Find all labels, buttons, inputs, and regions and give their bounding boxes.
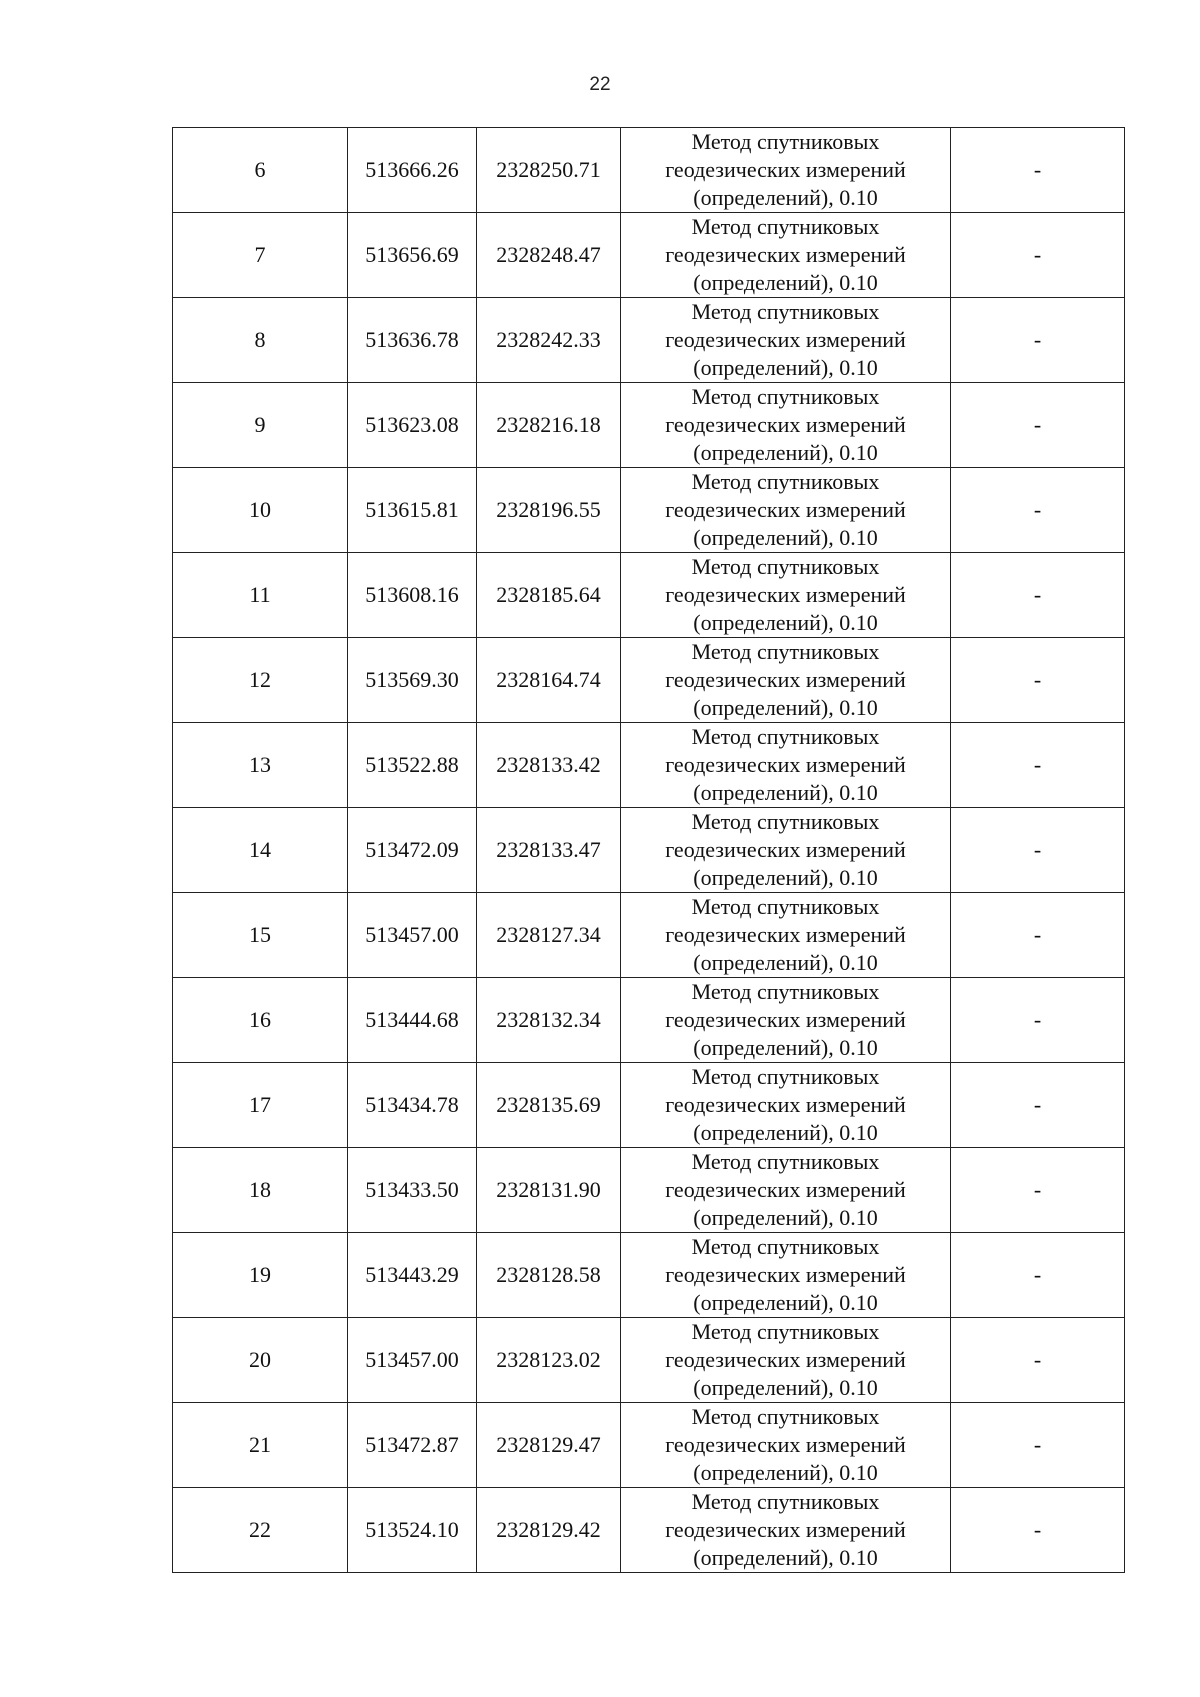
point-number-cell: 12 (173, 638, 348, 723)
extra-cell: - (951, 1233, 1125, 1318)
x-coordinate-cell: 513472.87 (348, 1403, 477, 1488)
y-coordinate-cell: 2328131.90 (477, 1148, 621, 1233)
extra-cell: - (951, 1488, 1125, 1573)
method-cell (621, 553, 951, 638)
extra-cell: - (951, 1403, 1125, 1488)
method-line: Метод спутниковых (691, 639, 880, 664)
method-line: геодезических измерений (665, 1007, 906, 1032)
method-line: (определений), 0.10 (693, 270, 878, 295)
method-line: геодезических измерений (665, 1092, 906, 1117)
point-number-cell: 16 (173, 978, 348, 1063)
x-coordinate-cell: 513636.78 (348, 298, 477, 383)
method-line: Метод спутниковых (691, 129, 880, 154)
method-cell (621, 213, 951, 298)
point-number-cell: 17 (173, 1063, 348, 1148)
point-number-cell: 14 (173, 808, 348, 893)
method-cell (621, 1318, 951, 1403)
method-line: геодезических измерений (665, 1347, 906, 1372)
method-line: геодезических измерений (665, 1262, 906, 1287)
point-number-cell: 22 (173, 1488, 348, 1573)
method-line: Метод спутниковых (691, 894, 880, 919)
table-row (173, 808, 1125, 893)
x-coordinate-cell: 513434.78 (348, 1063, 477, 1148)
table-row (173, 723, 1125, 808)
point-number-cell: 20 (173, 1318, 348, 1403)
table-row (173, 128, 1125, 213)
x-coordinate-cell: 513472.09 (348, 808, 477, 893)
x-coordinate-cell: 513522.88 (348, 723, 477, 808)
method-line: Метод спутниковых (691, 724, 880, 749)
method-cell (621, 638, 951, 723)
method-line: геодезических измерений (665, 1177, 906, 1202)
method-line: (определений), 0.10 (693, 950, 878, 975)
y-coordinate-cell: 2328135.69 (477, 1063, 621, 1148)
method-line: (определений), 0.10 (693, 1375, 878, 1400)
table-row (173, 638, 1125, 723)
method-cell (621, 1148, 951, 1233)
method-line: (определений), 0.10 (693, 525, 878, 550)
table-row (173, 893, 1125, 978)
method-cell (621, 128, 951, 213)
table-row (173, 1063, 1125, 1148)
extra-cell: - (951, 723, 1125, 808)
method-line: геодезических измерений (665, 667, 906, 692)
method-line: геодезических измерений (665, 497, 906, 522)
y-coordinate-cell: 2328123.02 (477, 1318, 621, 1403)
y-coordinate-cell: 2328132.34 (477, 978, 621, 1063)
method-line: Метод спутниковых (691, 554, 880, 579)
method-line: (определений), 0.10 (693, 610, 878, 635)
method-line: Метод спутниковых (691, 1064, 880, 1089)
method-cell (621, 383, 951, 468)
method-cell (621, 1403, 951, 1488)
method-line: геодезических измерений (665, 1432, 906, 1457)
y-coordinate-cell: 2328128.58 (477, 1233, 621, 1318)
x-coordinate-cell: 513433.50 (348, 1148, 477, 1233)
method-line: (определений), 0.10 (693, 780, 878, 805)
y-coordinate-cell: 2328164.74 (477, 638, 621, 723)
method-line: (определений), 0.10 (693, 355, 878, 380)
method-line: Метод спутниковых (691, 214, 880, 239)
coordinates-table-body (173, 128, 1125, 1573)
method-line: Метод спутниковых (691, 1404, 880, 1429)
method-line: геодезических измерений (665, 412, 906, 437)
table-row (173, 298, 1125, 383)
method-line: (определений), 0.10 (693, 1205, 878, 1230)
x-coordinate-cell: 513443.29 (348, 1233, 477, 1318)
method-line: Метод спутниковых (691, 469, 880, 494)
point-number-cell: 15 (173, 893, 348, 978)
y-coordinate-cell: 2328250.71 (477, 128, 621, 213)
method-line: Метод спутниковых (691, 1319, 880, 1344)
extra-cell: - (951, 893, 1125, 978)
method-line: геодезических измерений (665, 922, 906, 947)
extra-cell: - (951, 553, 1125, 638)
x-coordinate-cell: 513524.10 (348, 1488, 477, 1573)
y-coordinate-cell: 2328129.42 (477, 1488, 621, 1573)
x-coordinate-cell: 513569.30 (348, 638, 477, 723)
table-row (173, 553, 1125, 638)
method-line: геодезических измерений (665, 837, 906, 862)
y-coordinate-cell: 2328196.55 (477, 468, 621, 553)
method-line: геодезических измерений (665, 582, 906, 607)
point-number-cell: 21 (173, 1403, 348, 1488)
table-row (173, 468, 1125, 553)
method-cell (621, 1063, 951, 1148)
method-line: Метод спутниковых (691, 809, 880, 834)
table-row (173, 1403, 1125, 1488)
extra-cell: - (951, 468, 1125, 553)
table-row (173, 1148, 1125, 1233)
extra-cell: - (951, 1063, 1125, 1148)
table-row (173, 1488, 1125, 1573)
extra-cell: - (951, 808, 1125, 893)
method-line: Метод спутниковых (691, 1489, 880, 1514)
extra-cell: - (951, 638, 1125, 723)
method-line: геодезических измерений (665, 752, 906, 777)
method-line: (определений), 0.10 (693, 185, 878, 210)
point-number-cell: 18 (173, 1148, 348, 1233)
method-cell (621, 723, 951, 808)
x-coordinate-cell: 513656.69 (348, 213, 477, 298)
table-row (173, 383, 1125, 468)
y-coordinate-cell: 2328242.33 (477, 298, 621, 383)
table-row (173, 978, 1125, 1063)
method-line: Метод спутниковых (691, 1234, 880, 1259)
y-coordinate-cell: 2328127.34 (477, 893, 621, 978)
extra-cell: - (951, 978, 1125, 1063)
method-cell (621, 808, 951, 893)
method-line: (определений), 0.10 (693, 865, 878, 890)
method-line: (определений), 0.10 (693, 1460, 878, 1485)
x-coordinate-cell: 513615.81 (348, 468, 477, 553)
y-coordinate-cell: 2328133.47 (477, 808, 621, 893)
method-line: (определений), 0.10 (693, 695, 878, 720)
method-line: геодезических измерений (665, 1517, 906, 1542)
x-coordinate-cell: 513666.26 (348, 128, 477, 213)
method-line: геодезических измерений (665, 157, 906, 182)
y-coordinate-cell: 2328216.18 (477, 383, 621, 468)
table-row (173, 1318, 1125, 1403)
point-number-cell: 6 (173, 128, 348, 213)
method-line: геодезических измерений (665, 327, 906, 352)
point-number-cell: 19 (173, 1233, 348, 1318)
y-coordinate-cell: 2328129.47 (477, 1403, 621, 1488)
point-number-cell: 8 (173, 298, 348, 383)
method-line: (определений), 0.10 (693, 440, 878, 465)
y-coordinate-cell: 2328248.47 (477, 213, 621, 298)
point-number-cell: 7 (173, 213, 348, 298)
x-coordinate-cell: 513457.00 (348, 1318, 477, 1403)
point-number-cell: 10 (173, 468, 348, 553)
extra-cell: - (951, 1148, 1125, 1233)
method-line: Метод спутниковых (691, 384, 880, 409)
table-row (173, 213, 1125, 298)
method-line: (определений), 0.10 (693, 1120, 878, 1145)
method-line: геодезических измерений (665, 242, 906, 267)
method-line: (определений), 0.10 (693, 1290, 878, 1315)
method-line: (определений), 0.10 (693, 1035, 878, 1060)
x-coordinate-cell: 513457.00 (348, 893, 477, 978)
x-coordinate-cell: 513444.68 (348, 978, 477, 1063)
extra-cell: - (951, 213, 1125, 298)
extra-cell: - (951, 1318, 1125, 1403)
method-cell (621, 978, 951, 1063)
point-number-cell: 13 (173, 723, 348, 808)
method-line: (определений), 0.10 (693, 1545, 878, 1570)
method-cell (621, 1488, 951, 1573)
method-cell (621, 298, 951, 383)
method-line: Метод спутниковых (691, 299, 880, 324)
point-number-cell: 11 (173, 553, 348, 638)
method-line: Метод спутниковых (691, 1149, 880, 1174)
extra-cell: - (951, 383, 1125, 468)
extra-cell: - (951, 128, 1125, 213)
y-coordinate-cell: 2328185.64 (477, 553, 621, 638)
x-coordinate-cell: 513623.08 (348, 383, 477, 468)
method-cell (621, 893, 951, 978)
point-number-cell: 9 (173, 383, 348, 468)
extra-cell: - (951, 298, 1125, 383)
method-cell (621, 468, 951, 553)
method-line: Метод спутниковых (691, 979, 880, 1004)
coordinates-table (172, 127, 1125, 1573)
table-row (173, 1233, 1125, 1318)
y-coordinate-cell: 2328133.42 (477, 723, 621, 808)
x-coordinate-cell: 513608.16 (348, 553, 477, 638)
page-number: 22 (589, 74, 611, 95)
method-cell (621, 1233, 951, 1318)
